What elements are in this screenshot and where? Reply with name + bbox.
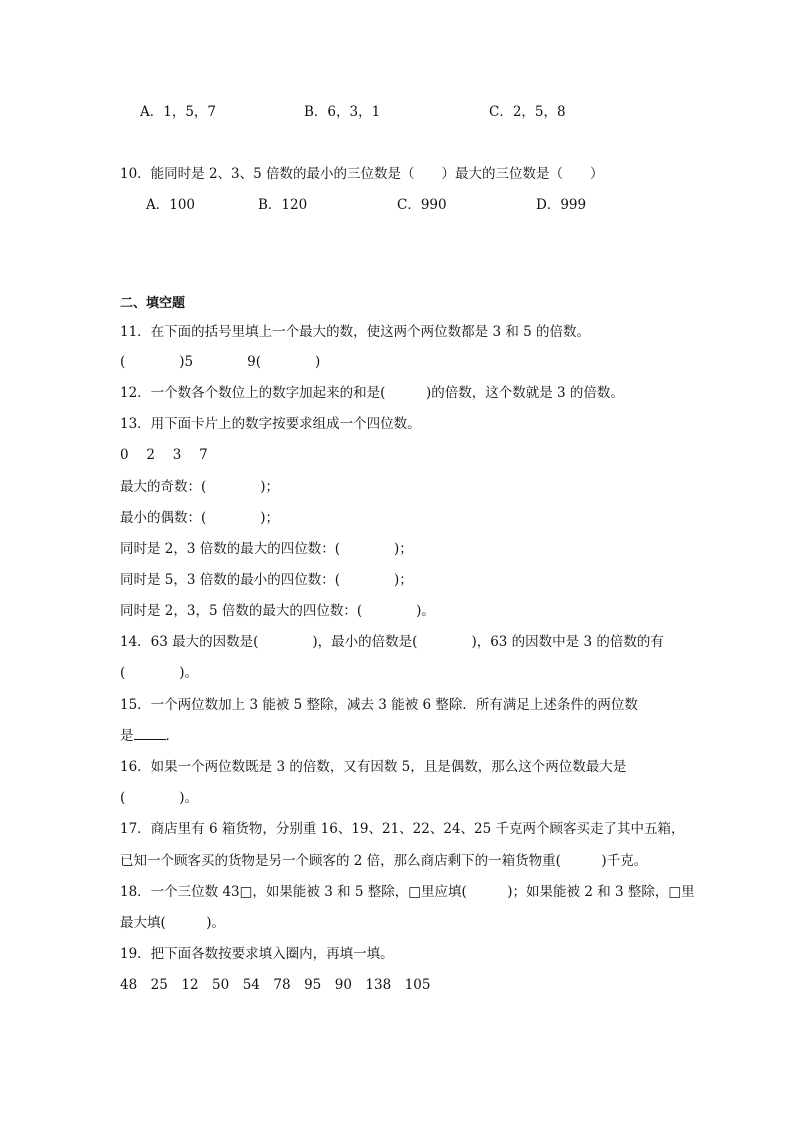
q18-line1: 18．一个三位数 43□，如果能被 3 和 5 整除，□里应填( )；如果能被 2 和 3 整除，□里: [120, 884, 695, 900]
q15-line2: [120, 727, 179, 745]
q13-item: 同时是 2，3，5 倍数的最大的四位数：( )。: [120, 603, 435, 619]
q13-digits: 0 2 3 7: [120, 447, 208, 463]
q18-line2: 最大填( )。: [120, 915, 226, 931]
q9-option-c: C．2，5，8: [489, 104, 566, 120]
q13-item: 最小的偶数：( )；: [120, 510, 280, 526]
q11-blanks: ( )5 9( ): [120, 354, 321, 370]
q10-stem: 10．能同时是 2、3、5 倍数的最小的三位数是（ ）最大的三位数是（ ）: [120, 166, 604, 182]
q19-stem: 19．把下面各数按要求填入圈内，再填一填。: [120, 946, 394, 962]
q14-line2: ( )。: [120, 665, 199, 681]
answer-blank: [134, 727, 166, 740]
q10-option-a: A．100: [146, 197, 196, 213]
q15-line1: 15．一个两位数加上 3 能被 5 整除，减去 3 能被 6 整除．所有满足上述条件的两位数: [120, 697, 638, 713]
q16-line2: ( )。: [120, 790, 199, 806]
q15-line2-prefix: 是: [120, 728, 134, 744]
q9-option-b: B．6，3，1: [304, 104, 381, 120]
q10-option-c: C．990: [397, 197, 447, 213]
q16-line1: 16．如果一个两位数既是 3 的倍数，又有因数 5，且是偶数，那么这个两位数最大是: [120, 759, 627, 775]
q14-line1: 14．63 最大的因数是( )，最小的倍数是( )，63 的因数中是 3 的倍数的有: [120, 634, 664, 650]
q9-option-a: A．1，5，7: [140, 104, 217, 120]
q11-stem: 11．在下面的括号里填上一个最大的数，使这两个两位数都是 3 和 5 的倍数。: [120, 324, 591, 340]
q13-item: 同时是 5，3 倍数的最小的四位数：( )；: [120, 572, 413, 588]
q17-line2: 已知一个顾客买的货物是另一个顾客的 2 倍，那么商店剩下的一箱货物重( )千克。: [120, 853, 648, 869]
q19-numbers: 48 25 12 50 54 78 95 90 138 105: [120, 977, 431, 993]
section-title: 二、填空题: [120, 296, 186, 311]
q17-line1: 17．商店里有 6 箱货物，分别重 16、19、21、22、24、25 千克两个顾客买走了其中五箱，: [120, 821, 685, 837]
q10-option-d: D．999: [536, 197, 587, 213]
q13-stem: 13．用下面卡片上的数字按要求组成一个四位数。: [120, 416, 421, 432]
q12-stem: 12．一个数各个数位上的数字加起来的和是( )的倍数，这个数就是 3 的倍数。: [120, 385, 624, 401]
q13-item: 最大的奇数：( )；: [120, 479, 280, 495]
q15-line2-suffix: ．: [165, 728, 179, 744]
q13-item: 同时是 2，3 倍数的最大的四位数：( )；: [120, 541, 413, 557]
q10-option-b: B．120: [258, 197, 308, 213]
